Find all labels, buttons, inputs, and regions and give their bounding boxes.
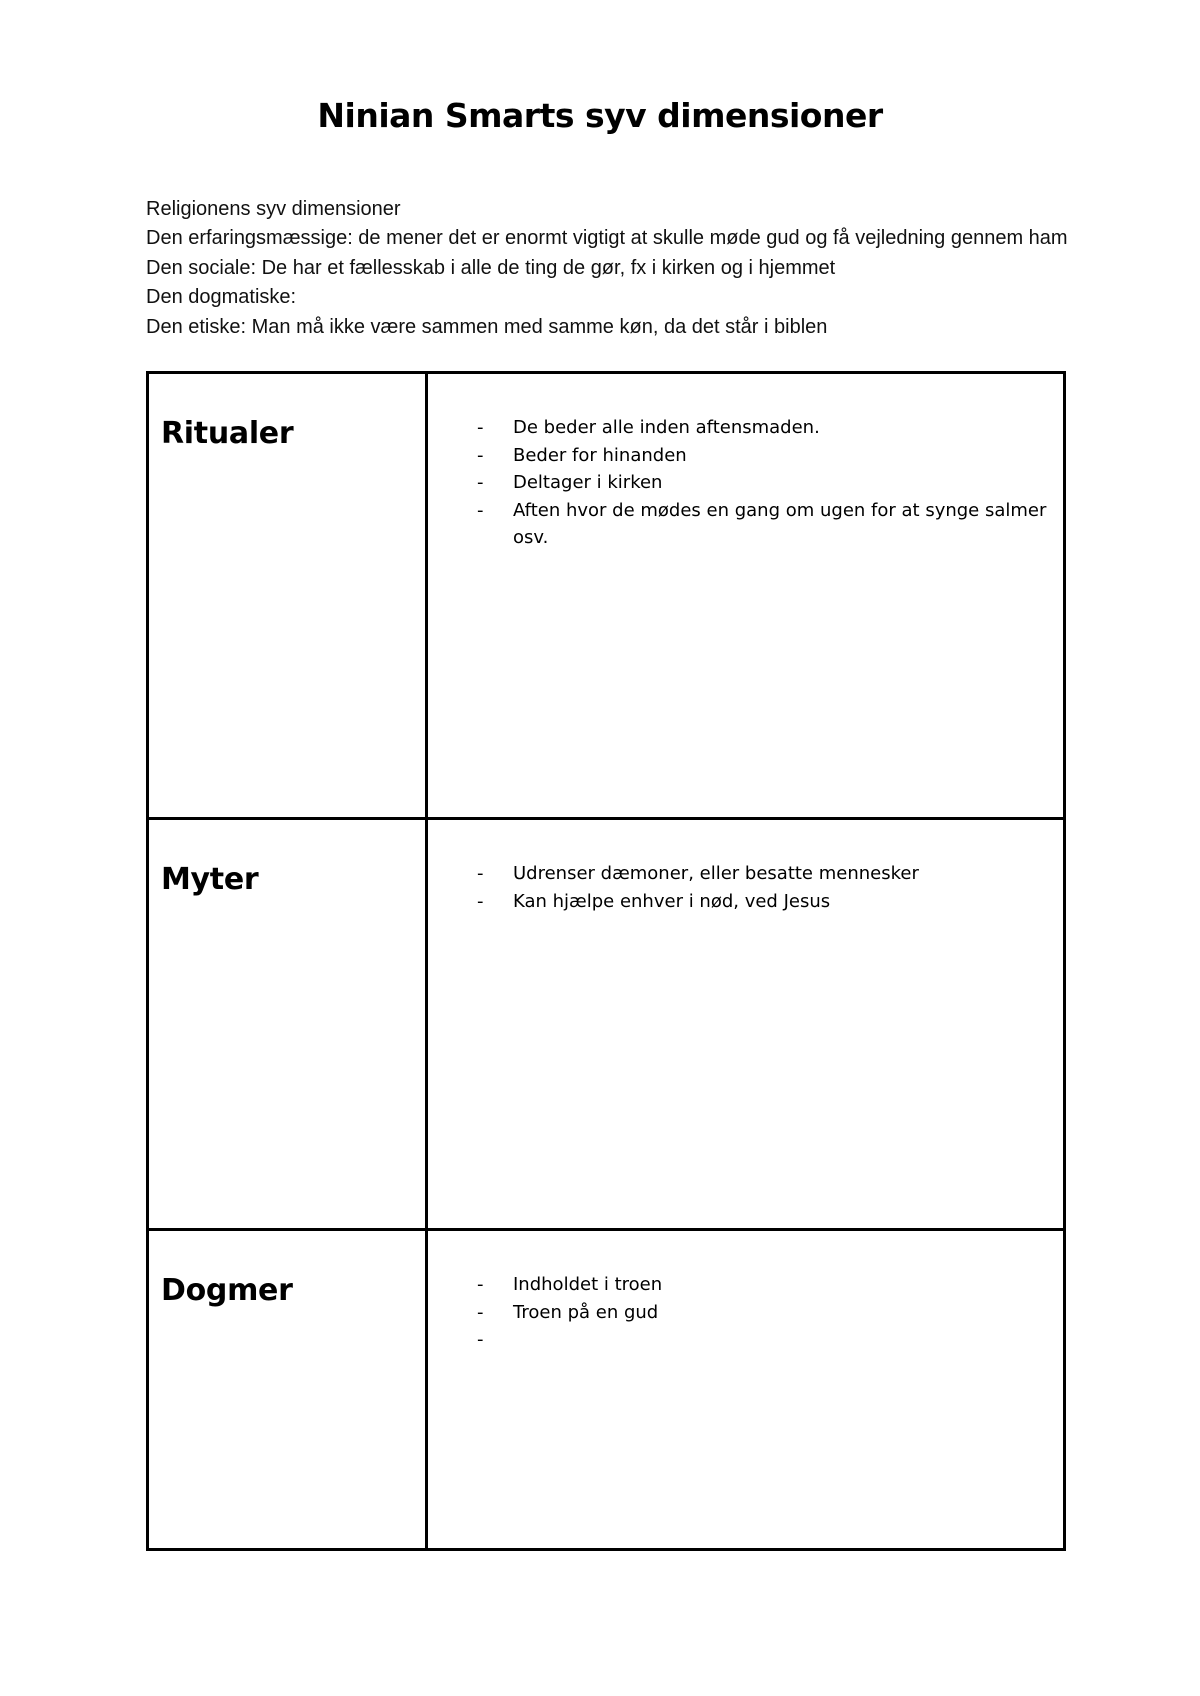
list-item	[477, 1271, 1047, 1299]
list-item-text: Udrenser dæmoner, eller besatte mennesker	[513, 863, 919, 884]
dash-bullet: -	[477, 890, 484, 912]
dash-bullet: -	[477, 499, 484, 521]
dimensions-table	[146, 371, 1066, 1551]
intro-text	[146, 195, 1076, 342]
list-item-text: Troen på en gud	[513, 1301, 659, 1323]
table-row-ritualer	[149, 374, 1063, 817]
intro-line: Den etiske: Man må ikke være sammen med samme køn, da det står i biblen	[146, 315, 828, 338]
intro-line: Den erfaringsmæssige: de mener det er enormt vigtigt at skulle møde gud og få vejledning gennem ham	[146, 227, 1068, 250]
dash-bullet: -	[477, 1329, 484, 1350]
document-title: Ninian Smarts syv dimensioner	[317, 96, 883, 135]
list-item-text: Beder for hinanden	[513, 444, 687, 466]
dash-bullet: -	[477, 472, 484, 493]
dash-bullet: -	[477, 1301, 484, 1323]
dash-bullet: -	[477, 417, 484, 438]
table-row-myter	[149, 817, 1063, 1228]
list-item-text: Deltager i kirken	[513, 472, 663, 493]
list-item-text: Aften hvor de mødes en gang om ugen for at synge salmer osv.	[513, 499, 1047, 548]
intro-line: Den sociale: De har et fællesskab i alle de ting de gør, fx i kirken og i hjemmet	[146, 256, 836, 279]
row-label: Ritualer	[161, 416, 294, 451]
list-item-text: Kan hjælpe enhver i nød, ved Jesus	[513, 890, 831, 912]
list-item	[477, 469, 1047, 497]
bullet-list	[477, 860, 1047, 915]
intro-line: Den dogmatiske:	[146, 286, 297, 309]
table-row-dogmer	[149, 1228, 1063, 1548]
list-item-text: De beder alle inden aftensmaden.	[513, 417, 820, 438]
row-label: Myter	[161, 862, 259, 897]
list-item	[477, 497, 1047, 552]
list-item	[477, 1326, 1047, 1354]
row-label: Dogmer	[161, 1273, 293, 1308]
list-item	[477, 860, 1047, 888]
bullet-list	[477, 414, 1047, 552]
list-item	[477, 442, 1047, 470]
list-item-text: Indholdet i troen	[513, 1274, 663, 1295]
dash-bullet: -	[477, 444, 484, 466]
dash-bullet: -	[477, 1274, 484, 1295]
list-item	[477, 1299, 1047, 1327]
list-item	[477, 888, 1047, 916]
intro-line: Religionens syv dimensioner	[146, 198, 401, 220]
list-item	[477, 414, 1047, 442]
bullet-list	[477, 1271, 1047, 1354]
dash-bullet: -	[477, 863, 484, 884]
